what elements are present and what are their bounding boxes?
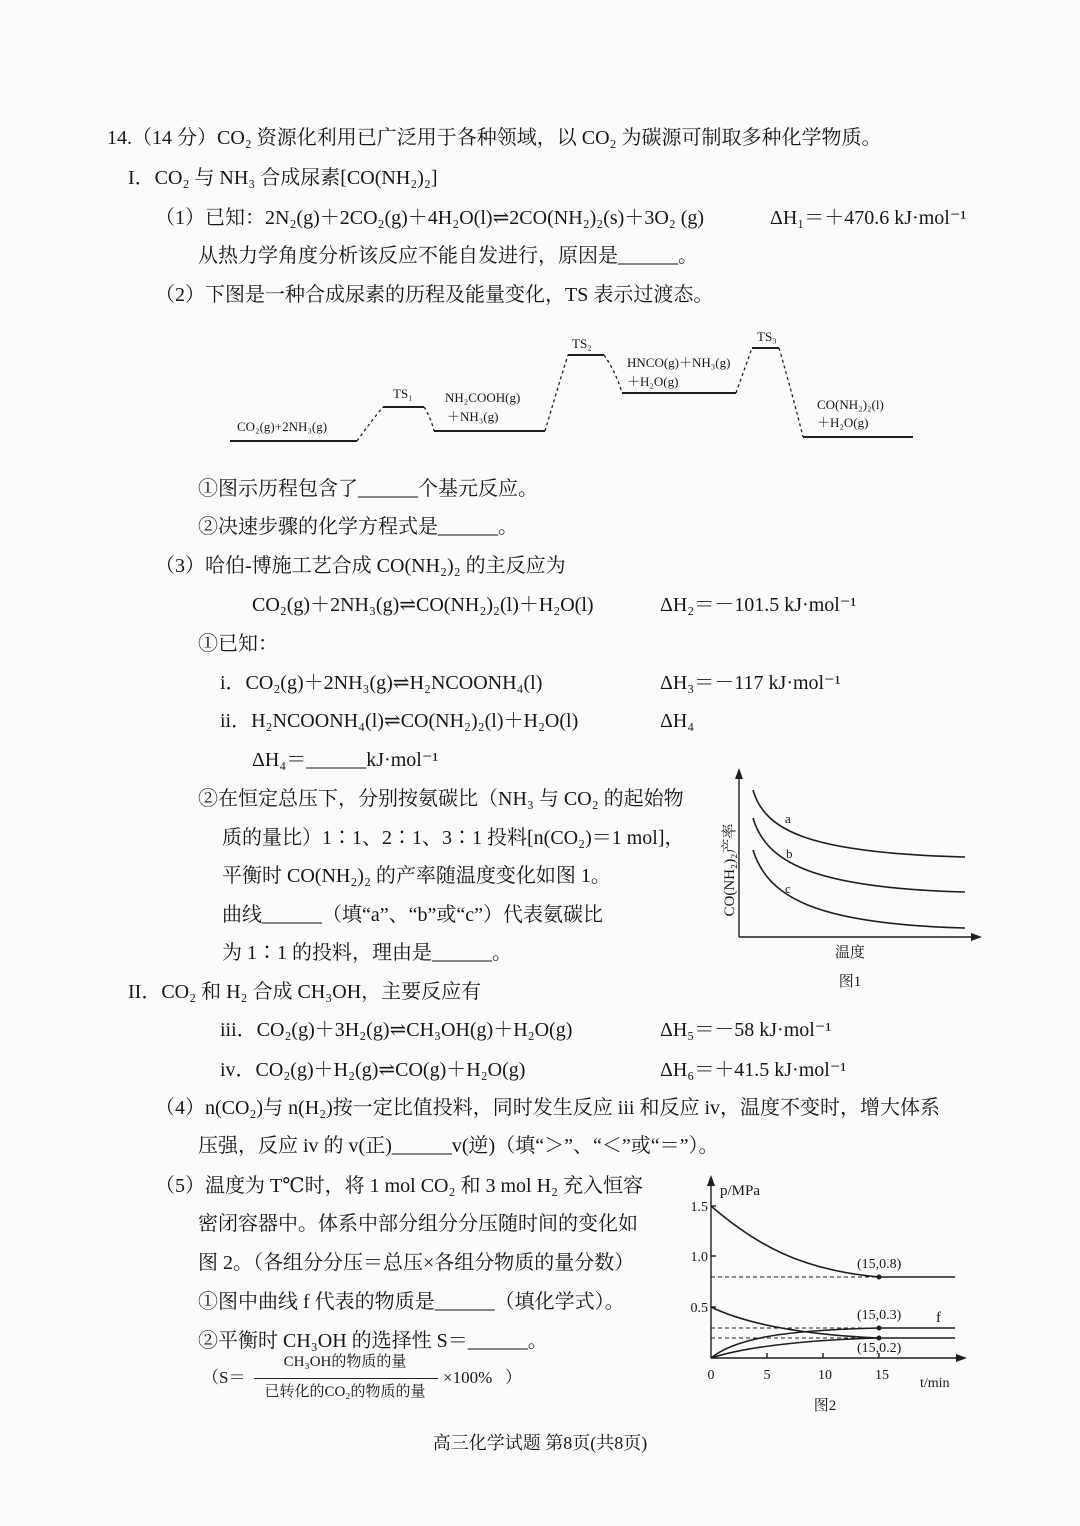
label-intermediate-2-line2: ＋H₂O(g) bbox=[627, 374, 679, 389]
label-intermediate-1-line1: NH₂COOH(g) bbox=[445, 390, 521, 405]
figure-2 bbox=[680, 1170, 980, 1420]
fig1-curve-label-c: c bbox=[785, 881, 791, 896]
fig1-x-label: 温度 bbox=[834, 945, 866, 961]
q2-sub2: ②决速步骤的化学方程式是______。 bbox=[198, 516, 518, 538]
q3-sub2-line: 为 1∶1 的投料，理由是______。 bbox=[222, 942, 512, 964]
q3-sub2-line: 平衡时 CO(NH₂)₂ 的产率随温度变化如图 1。 bbox=[222, 865, 611, 887]
q5-line: （5）温度为 T℃时，将 1 mol CO₂ 和 3 mol H₂ 充入恒容 bbox=[155, 1175, 643, 1197]
fig2-point-0.8 bbox=[877, 1275, 882, 1280]
fig2-y-tick-label: 1.0 bbox=[690, 1250, 708, 1265]
label-reactants: CO₂(g)+2NH₃(g) bbox=[237, 419, 328, 434]
fig2-x-tick-label: 15 bbox=[875, 1368, 889, 1383]
fig1-caption: 图1 bbox=[838, 974, 862, 990]
fig2-curve-f bbox=[711, 1328, 955, 1358]
connector-1 bbox=[357, 407, 383, 441]
q3-sub2-line: ②在恒定总压下，分别按氨碳比（NH₃ 与 CO₂ 的起始物 bbox=[198, 788, 684, 810]
formula-denominator: 已转化的CO₂的物质的量 bbox=[264, 1384, 426, 1400]
q5-line: ①图中曲线 f 代表的物质是______（填化学式）。 bbox=[198, 1291, 625, 1313]
fig2-x-axis-arrow bbox=[956, 1354, 967, 1362]
fig2-curve-label-f: f bbox=[936, 1310, 941, 1326]
q1-enthalpy: ΔH₁＝＋470.6 kJ·mol⁻¹ bbox=[770, 207, 967, 229]
fig2-caption: 图2 bbox=[813, 1398, 837, 1414]
fig2-y-tick-label: 0.5 bbox=[690, 1301, 708, 1316]
reaction-iv-enthalpy: ΔH₆＝＋41.5 kJ·mol⁻¹ bbox=[660, 1059, 847, 1081]
q4-line: 压强，反应 iv 的 v(正)______v(逆)（填“＞”、“＜”或“＝”）。 bbox=[198, 1135, 719, 1157]
fig2-x-tick-label: 10 bbox=[818, 1368, 832, 1383]
q3-known-label: ①已知： bbox=[198, 633, 278, 655]
q5-line: ②平衡时 CH₃OH 的选择性 S＝______。 bbox=[198, 1330, 548, 1352]
q1-equation: （1）已知：2N₂(g)＋2CO₂(g)＋4H₂O(l)⇌2CO(NH₂)₂(s)＋3O₂ (g) bbox=[155, 207, 705, 229]
connector-6 bbox=[779, 348, 803, 437]
fig2-curve-ch3oh bbox=[711, 1338, 879, 1358]
fig2-x-tick-label: 0 bbox=[707, 1368, 715, 1383]
fig2-y-label: p/MPa bbox=[720, 1183, 761, 1199]
label-ts1: TS₁ bbox=[393, 386, 413, 401]
energy-profile-diagram bbox=[220, 320, 930, 450]
reaction-ii-enthalpy: ΔH₄ bbox=[660, 710, 695, 732]
reaction-ii-equation: ii．H₂NCOONH₄(l)⇌CO(NH₂)₂(l)＋H₂O(l) bbox=[220, 710, 579, 732]
formula-fraction-bar bbox=[254, 1378, 438, 1379]
q3-intro: （3）哈伯-博施工艺合成 CO(NH₂)₂ 的主反应为 bbox=[155, 555, 566, 577]
connector-3 bbox=[545, 355, 568, 431]
label-products-line2: ＋H₂O(g) bbox=[817, 415, 869, 430]
dh4-blank: ΔH₄＝______kJ·mol⁻¹ bbox=[252, 749, 439, 771]
q2-intro: （2）下图是一种合成尿素的历程及能量变化，TS 表示过渡态。 bbox=[155, 284, 714, 306]
q3-main-enthalpy: ΔH₂＝－101.5 kJ·mol⁻¹ bbox=[660, 594, 857, 616]
q3-sub2-line: 质的量比）1∶1、2∶1、3∶1 投料[n(CO₂)＝1 mol]， bbox=[222, 827, 685, 849]
q4-line: （4）n(CO₂)与 n(H₂)按一定比值投料，同时发生反应 iii 和反应 iv，温度不变时，增大体系 bbox=[155, 1097, 941, 1119]
part1-title: I．CO₂ 与 NH₃ 合成尿素[CO(NH₂)₂] bbox=[128, 167, 438, 189]
reaction-iii-enthalpy: ΔH₅＝－58 kJ·mol⁻¹ bbox=[660, 1019, 832, 1041]
fig2-curve-h2 bbox=[711, 1206, 955, 1277]
formula-close: ） bbox=[505, 1368, 522, 1387]
fig2-point-label: (15,0.2) bbox=[857, 1341, 902, 1356]
fig2-curve-co2 bbox=[711, 1307, 955, 1338]
page-footer: 高三化学试题 第8页(共8页) bbox=[432, 1433, 648, 1453]
fig1-curve-label-a: a bbox=[785, 811, 791, 826]
reaction-i-enthalpy: ΔH₃＝－117 kJ·mol⁻¹ bbox=[660, 672, 841, 694]
reaction-iii-equation: iii．CO₂(g)＋3H₂(g)⇌CH₃OH(g)＋H₂O(g) bbox=[220, 1019, 573, 1041]
formula-suffix: ×100% bbox=[443, 1368, 493, 1387]
question-header: 14.（14 分）CO₂ 资源化利用已广泛用于各种领域，以 CO₂ 为碳源可制取多种化学物质。 bbox=[107, 127, 882, 149]
connector-2 bbox=[424, 407, 434, 431]
q5-line: 密闭容器中。体系中部分组分分压随时间的变化如 bbox=[198, 1213, 638, 1235]
connector-5 bbox=[736, 348, 752, 393]
formula-numerator: CH₃OH的物质的量 bbox=[283, 1354, 407, 1370]
q2-sub1: ①图示历程包含了______个基元反应。 bbox=[198, 478, 538, 500]
fig2-y-tick-label: 1.5 bbox=[690, 1200, 708, 1215]
label-ts2: TS₂ bbox=[572, 336, 592, 351]
fig2-point-0.3 bbox=[877, 1326, 882, 1331]
figure-1 bbox=[715, 765, 985, 995]
part2-title: II．CO₂ 和 H₂ 合成 CH₃OH，主要反应有 bbox=[128, 981, 482, 1003]
fig1-y-axis-arrow bbox=[735, 768, 743, 779]
reaction-iv-equation: iv．CO₂(g)＋H₂(g)⇌CO(g)＋H₂O(g) bbox=[220, 1059, 526, 1081]
fig1-y-label: CO(NH₂)₂产率 bbox=[722, 823, 738, 917]
fig2-point-label: (15,0.8) bbox=[857, 1257, 902, 1272]
reaction-i-equation: i．CO₂(g)＋2NH₃(g)⇌H₂NCOONH₄(l) bbox=[220, 672, 543, 694]
fig2-x-tick-label: 5 bbox=[763, 1368, 771, 1383]
connector-4 bbox=[604, 355, 622, 393]
label-intermediate-2-line1: HNCO(g)＋NH₃(g) bbox=[627, 355, 731, 370]
label-intermediate-1-line2: ＋NH₃(g) bbox=[447, 409, 499, 424]
fig1-x-axis-arrow bbox=[971, 933, 982, 941]
fig2-y-axis-arrow bbox=[707, 1175, 715, 1186]
fig1-curve-label-b: b bbox=[786, 846, 793, 861]
q5-line: 图 2。（各组分分压＝总压×各组分物质的量分数） bbox=[198, 1252, 635, 1274]
fig2-x-label: t/min bbox=[920, 1376, 950, 1391]
formula-prefix: （S＝ bbox=[202, 1368, 246, 1387]
label-ts3: TS₃ bbox=[757, 329, 777, 344]
fig2-point-label: (15,0.3) bbox=[857, 1308, 902, 1323]
q1-prompt: 从热力学角度分析该反应不能自发进行，原因是______。 bbox=[198, 245, 698, 267]
label-products-line1: CO(NH₂)₂(l) bbox=[817, 397, 884, 412]
q3-sub2-line: 曲线______（填“a”、“b”或“c”）代表氨碳比 bbox=[222, 904, 604, 926]
q3-main-equation: CO₂(g)＋2NH₃(g)⇌CO(NH₂)₂(l)＋H₂O(l) bbox=[252, 594, 594, 616]
fig2-point-0.2 bbox=[877, 1336, 882, 1341]
